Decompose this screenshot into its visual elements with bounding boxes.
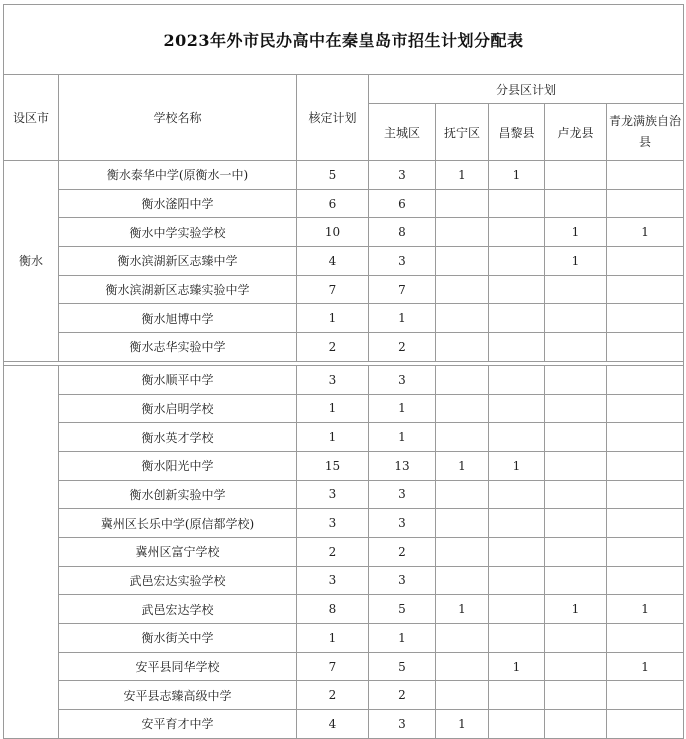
table-row bbox=[4, 218, 684, 247]
district-plan-value bbox=[489, 509, 545, 538]
district-plan-value bbox=[489, 595, 545, 624]
district-plan-value bbox=[489, 710, 545, 739]
district-plan-value bbox=[489, 247, 545, 276]
school-name: 衡水启明学校 bbox=[59, 394, 297, 423]
district-plan-value bbox=[489, 218, 545, 247]
district-plan-value bbox=[436, 333, 489, 362]
school-name: 衡水滨湖新区志臻中学 bbox=[59, 247, 297, 276]
district-plan-value bbox=[436, 275, 489, 304]
district-plan-value: 1 bbox=[369, 304, 436, 333]
district-plan-value bbox=[436, 365, 489, 394]
district-plan-value: 5 bbox=[369, 652, 436, 681]
district-plan-value bbox=[436, 624, 489, 653]
approved-plan-value: 15 bbox=[297, 451, 369, 480]
table-row bbox=[4, 365, 684, 394]
district-plan-value: 1 bbox=[436, 710, 489, 739]
district-plan-value bbox=[607, 710, 684, 739]
district-plan-value bbox=[607, 365, 684, 394]
district-plan-value bbox=[489, 537, 545, 566]
header-district-changli: 昌黎县 bbox=[489, 104, 545, 161]
table-row bbox=[4, 681, 684, 710]
school-name: 安平育才中学 bbox=[59, 710, 297, 739]
district-plan-value bbox=[436, 681, 489, 710]
district-plan-value bbox=[489, 394, 545, 423]
table-row bbox=[4, 710, 684, 739]
district-plan-value bbox=[436, 652, 489, 681]
district-plan-value bbox=[607, 304, 684, 333]
header-approved-plan: 核定计划 bbox=[297, 75, 369, 161]
district-plan-value bbox=[489, 333, 545, 362]
table-row bbox=[4, 652, 684, 681]
district-plan-value bbox=[489, 365, 545, 394]
district-plan-value bbox=[545, 451, 607, 480]
approved-plan-value: 3 bbox=[297, 480, 369, 509]
school-name: 衡水旭博中学 bbox=[59, 304, 297, 333]
district-plan-value bbox=[545, 566, 607, 595]
header-district-plan: 分县区计划 bbox=[369, 75, 684, 104]
district-plan-value bbox=[489, 304, 545, 333]
district-plan-value bbox=[436, 509, 489, 538]
district-plan-value bbox=[545, 652, 607, 681]
district-plan-value bbox=[607, 681, 684, 710]
district-plan-value: 8 bbox=[369, 218, 436, 247]
table-row bbox=[4, 247, 684, 276]
approved-plan-value: 4 bbox=[297, 247, 369, 276]
district-plan-value bbox=[607, 509, 684, 538]
allocation-sheet bbox=[3, 4, 683, 739]
district-plan-value: 1 bbox=[436, 595, 489, 624]
district-plan-value: 6 bbox=[369, 189, 436, 218]
school-name: 衡水顺平中学 bbox=[59, 365, 297, 394]
district-plan-value: 7 bbox=[369, 275, 436, 304]
approved-plan-value: 10 bbox=[297, 218, 369, 247]
school-name: 衡水志华实验中学 bbox=[59, 333, 297, 362]
district-plan-value bbox=[545, 275, 607, 304]
school-name: 衡水英才学校 bbox=[59, 423, 297, 452]
school-name: 衡水泰华中学(原衡水一中) bbox=[59, 161, 297, 190]
district-plan-value: 1 bbox=[607, 595, 684, 624]
district-plan-value bbox=[607, 566, 684, 595]
header-district-main: 主城区 bbox=[369, 104, 436, 161]
district-plan-value: 1 bbox=[369, 624, 436, 653]
header-district-qinglong: 青龙满族自治县 bbox=[607, 104, 684, 161]
district-plan-value bbox=[489, 566, 545, 595]
district-plan-value: 1 bbox=[436, 161, 489, 190]
header-school: 学校名称 bbox=[59, 75, 297, 161]
district-plan-value bbox=[545, 304, 607, 333]
school-name: 衡水阳光中学 bbox=[59, 451, 297, 480]
school-name: 武邑宏达实验学校 bbox=[59, 566, 297, 595]
header-city: 设区市 bbox=[4, 75, 59, 161]
district-plan-value bbox=[436, 304, 489, 333]
table-row bbox=[4, 624, 684, 653]
district-plan-value: 2 bbox=[369, 537, 436, 566]
table-title: 2023年外市民办高中在秦皇岛市招生计划分配表 bbox=[4, 5, 684, 75]
district-plan-value bbox=[607, 480, 684, 509]
district-plan-value bbox=[607, 394, 684, 423]
district-plan-value bbox=[545, 710, 607, 739]
district-plan-value: 3 bbox=[369, 161, 436, 190]
school-name: 衡水滨湖新区志臻实验中学 bbox=[59, 275, 297, 304]
table-row bbox=[4, 537, 684, 566]
district-plan-value bbox=[607, 247, 684, 276]
school-name: 衡水中学实验学校 bbox=[59, 218, 297, 247]
district-plan-value: 1 bbox=[545, 247, 607, 276]
district-plan-value: 3 bbox=[369, 509, 436, 538]
district-plan-value: 3 bbox=[369, 365, 436, 394]
table-row bbox=[4, 595, 684, 624]
district-plan-value: 3 bbox=[369, 710, 436, 739]
district-plan-value bbox=[545, 394, 607, 423]
district-plan-value bbox=[545, 161, 607, 190]
district-plan-value bbox=[436, 566, 489, 595]
approved-plan-value: 3 bbox=[297, 509, 369, 538]
district-plan-value: 3 bbox=[369, 480, 436, 509]
district-plan-value: 1 bbox=[369, 394, 436, 423]
district-plan-value: 1 bbox=[545, 595, 607, 624]
district-plan-value bbox=[545, 333, 607, 362]
district-plan-value: 13 bbox=[369, 451, 436, 480]
approved-plan-value: 6 bbox=[297, 189, 369, 218]
approved-plan-value: 4 bbox=[297, 710, 369, 739]
school-name: 衡水创新实验中学 bbox=[59, 480, 297, 509]
district-plan-value: 1 bbox=[489, 652, 545, 681]
district-plan-value: 2 bbox=[369, 681, 436, 710]
school-name: 冀州区长乐中学(原信都学校) bbox=[59, 509, 297, 538]
school-name: 衡水街关中学 bbox=[59, 624, 297, 653]
district-plan-value: 1 bbox=[607, 218, 684, 247]
table-row bbox=[4, 509, 684, 538]
table-row bbox=[4, 189, 684, 218]
district-plan-value bbox=[607, 451, 684, 480]
district-plan-value bbox=[607, 275, 684, 304]
table-row bbox=[4, 275, 684, 304]
header-district-lulong: 卢龙县 bbox=[545, 104, 607, 161]
school-name: 安平县志臻高级中学 bbox=[59, 681, 297, 710]
district-plan-value bbox=[436, 480, 489, 509]
approved-plan-value: 5 bbox=[297, 161, 369, 190]
city-cell: 衡水 bbox=[4, 161, 59, 362]
district-plan-value bbox=[545, 537, 607, 566]
district-plan-value bbox=[607, 537, 684, 566]
approved-plan-value: 1 bbox=[297, 423, 369, 452]
approved-plan-value: 2 bbox=[297, 333, 369, 362]
district-plan-value bbox=[489, 480, 545, 509]
district-plan-value bbox=[436, 218, 489, 247]
approved-plan-value: 2 bbox=[297, 681, 369, 710]
district-plan-value bbox=[545, 624, 607, 653]
district-plan-value bbox=[436, 537, 489, 566]
approved-plan-value: 8 bbox=[297, 595, 369, 624]
table-row bbox=[4, 451, 684, 480]
district-plan-value bbox=[545, 189, 607, 218]
district-plan-value bbox=[436, 189, 489, 218]
table-row bbox=[4, 161, 684, 190]
approved-plan-value: 1 bbox=[297, 304, 369, 333]
district-plan-value bbox=[489, 681, 545, 710]
approved-plan-value: 3 bbox=[297, 365, 369, 394]
district-plan-value: 1 bbox=[489, 161, 545, 190]
district-plan-value bbox=[545, 365, 607, 394]
district-plan-value: 3 bbox=[369, 247, 436, 276]
district-plan-value bbox=[489, 189, 545, 218]
district-plan-value bbox=[607, 161, 684, 190]
approved-plan-value: 1 bbox=[297, 624, 369, 653]
approved-plan-value: 1 bbox=[297, 394, 369, 423]
district-plan-value bbox=[607, 423, 684, 452]
school-name: 武邑宏达学校 bbox=[59, 595, 297, 624]
district-plan-value bbox=[436, 247, 489, 276]
district-plan-value: 1 bbox=[489, 451, 545, 480]
table-row bbox=[4, 423, 684, 452]
district-plan-value bbox=[545, 423, 607, 452]
district-plan-value bbox=[607, 189, 684, 218]
district-plan-value bbox=[607, 333, 684, 362]
district-plan-value bbox=[545, 509, 607, 538]
approved-plan-value: 3 bbox=[297, 566, 369, 595]
district-plan-value bbox=[489, 624, 545, 653]
district-plan-value bbox=[545, 681, 607, 710]
approved-plan-value: 2 bbox=[297, 537, 369, 566]
district-plan-value: 3 bbox=[369, 566, 436, 595]
header-district-funing: 抚宁区 bbox=[436, 104, 489, 161]
district-plan-value bbox=[489, 275, 545, 304]
table-row bbox=[4, 304, 684, 333]
district-plan-value bbox=[436, 394, 489, 423]
district-plan-value bbox=[436, 423, 489, 452]
school-name: 安平县同华学校 bbox=[59, 652, 297, 681]
table-row bbox=[4, 394, 684, 423]
school-name: 冀州区富宁学校 bbox=[59, 537, 297, 566]
district-plan-value: 1 bbox=[369, 423, 436, 452]
approved-plan-value: 7 bbox=[297, 652, 369, 681]
district-plan-value: 1 bbox=[545, 218, 607, 247]
district-plan-value bbox=[545, 480, 607, 509]
district-plan-value: 1 bbox=[436, 451, 489, 480]
table-row bbox=[4, 480, 684, 509]
approved-plan-value: 7 bbox=[297, 275, 369, 304]
city-cell bbox=[4, 365, 59, 738]
school-name: 衡水滏阳中学 bbox=[59, 189, 297, 218]
district-plan-value: 2 bbox=[369, 333, 436, 362]
district-plan-value bbox=[607, 624, 684, 653]
table-row bbox=[4, 566, 684, 595]
district-plan-value bbox=[489, 423, 545, 452]
district-plan-value: 5 bbox=[369, 595, 436, 624]
table-row bbox=[4, 333, 684, 362]
allocation-table bbox=[3, 4, 684, 739]
district-plan-value: 1 bbox=[607, 652, 684, 681]
